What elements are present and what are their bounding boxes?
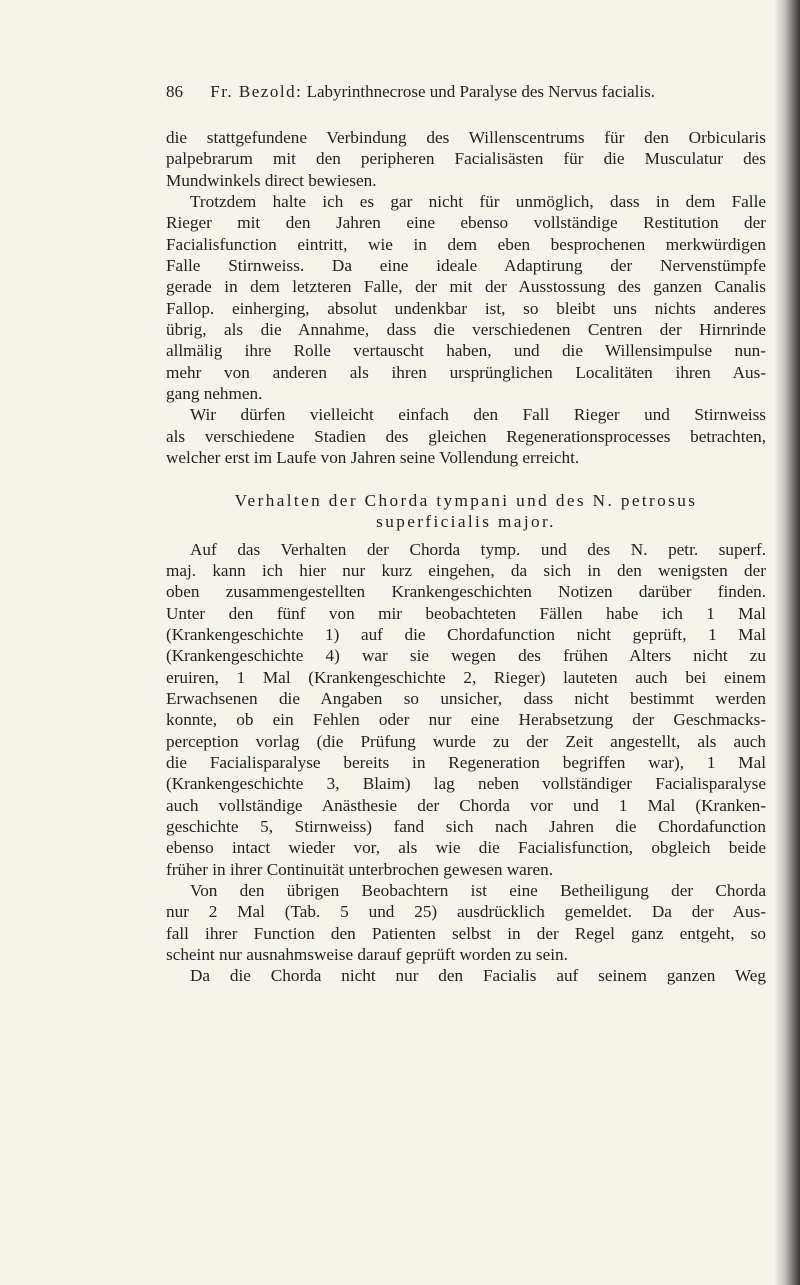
text-line: gerade in dem letzteren Falle, der mit der Ausstossung des ganzen Canalis xyxy=(166,277,766,297)
text-line: konnte, ob ein Fehlen oder nur eine Herabsetzung der Geschmacks- xyxy=(166,710,766,730)
text-line: Trotzdem halte ich es gar nicht für unmöglich, dass in dem Falle xyxy=(190,192,766,212)
text-line: gang nehmen. xyxy=(166,384,263,404)
text-line: Falle Stirnweiss. Da eine ideale Adaptirung der Nervenstümpfe xyxy=(166,256,766,276)
text-line: palpebrarum mit den peripheren Facialisästen für die Musculatur des xyxy=(166,149,766,169)
section-title-line: superficialis major. xyxy=(376,512,556,532)
text-line: (Krankengeschichte 3, Blaim) lag neben vollständiger Facialisparalyse xyxy=(166,774,766,794)
section-heading xyxy=(166,490,766,533)
text-line: Fallop. einherging, absolut undenkbar ist, so bleibt uns nichts anderes xyxy=(166,298,766,318)
page-number: 86 xyxy=(166,82,183,101)
text-line: die Facialisparalyse bereits in Regeneration begriffen war), 1 Mal xyxy=(166,752,766,772)
text-line: (Krankengeschichte 4) war sie wegen des frühen Alters nicht zu xyxy=(166,646,766,666)
text-line: Wir dürfen vielleicht einfach den Fall Rieger und Stirnweiss xyxy=(190,405,766,425)
text-line: auch vollständige Anästhesie der Chorda vor und 1 Mal (Kranken- xyxy=(166,795,766,815)
paragraph xyxy=(166,127,766,191)
text-line: mehr von anderen als ihren ursprünglichen Localitäten ihren Aus- xyxy=(166,362,766,382)
text-line: übrig, als die Annahme, dass die verschiedenen Centren der Hirnrinde xyxy=(166,320,766,340)
text-line: oben zusammengestellten Krankengeschichten Notizen darüber finden. xyxy=(166,582,766,602)
text-line: perception vorlag (die Prüfung wurde zu der Zeit angestellt, als auch xyxy=(166,731,766,751)
text-line: Erwachsenen die Angaben so unsicher, dass nicht bestimmt werden xyxy=(166,688,766,708)
section-title-line: Verhalten der Chorda tympani und des N. petrosus xyxy=(234,490,698,510)
header-author: Fr. Bezold: xyxy=(210,82,303,101)
text-line: Von den übrigen Beobachtern ist eine Betheiligung der Chorda xyxy=(190,881,766,901)
paragraph xyxy=(166,404,766,468)
paragraph xyxy=(166,539,766,881)
text-line: allmälig ihre Rolle vertauscht haben, und die Willensimpulse nun- xyxy=(166,341,766,361)
text-line: maj. kann ich hier nur kurz eingehen, da sich in den wenigsten der xyxy=(166,560,766,580)
running-header xyxy=(166,82,766,102)
text-line: welcher erst im Laufe von Jahren seine Vollendung erreicht. xyxy=(166,448,580,468)
text-line: (Krankengeschichte 1) auf die Chordafunction nicht geprüft, 1 Mal xyxy=(166,624,766,644)
text-line: Rieger mit den Jahren eine ebenso vollständige Restitution der xyxy=(166,213,766,233)
text-line: fall ihrer Function den Patienten selbst in der Regel ganz entgeht, so xyxy=(166,923,766,943)
text-line: Mundwinkels direct bewiesen. xyxy=(166,170,377,190)
page-body xyxy=(166,127,766,987)
text-line: nur 2 Mal (Tab. 5 und 25) ausdrücklich gemeldet. Da der Aus- xyxy=(166,902,766,922)
section-spacer xyxy=(166,469,766,490)
text-line: ebenso intact wieder vor, als wie die Facialisfunction, obgleich beide xyxy=(166,838,766,858)
page-edge-shadow xyxy=(774,0,800,1285)
text-line: Da die Chorda nicht nur den Facialis auf seinem ganzen Weg xyxy=(190,966,766,986)
header-title: Labyrinthnecrose und Paralyse des Nervus facialis. xyxy=(306,82,655,101)
text-line: Auf das Verhalten der Chorda tymp. und des N. petr. superf. xyxy=(190,539,766,559)
paragraph xyxy=(166,191,766,404)
text-line: eruiren, 1 Mal (Krankengeschichte 2, Rieger) lauteten auch bei einem xyxy=(166,667,766,687)
text-line: scheint nur ausnahmsweise darauf geprüft worden zu sein. xyxy=(166,945,568,965)
text-line: geschichte 5, Stirnweiss) fand sich nach Jahren die Chordafunction xyxy=(166,817,766,836)
text-line: als verschiedene Stadien des gleichen Regenerationsprocesses betrachten, xyxy=(166,426,766,446)
text-line: früher in ihrer Continuität unterbrochen gewesen waren. xyxy=(166,859,554,879)
text-line: Unter den fünf von mir beobachteten Fällen habe ich 1 Mal xyxy=(166,603,766,623)
text-line: die stattgefundene Verbindung des Willenscentrums für den Orbicularis xyxy=(166,128,766,147)
text-line: Facialisfunction eintritt, wie in dem eben besprochenen merkwürdigen xyxy=(166,234,766,254)
paragraph xyxy=(166,880,766,987)
